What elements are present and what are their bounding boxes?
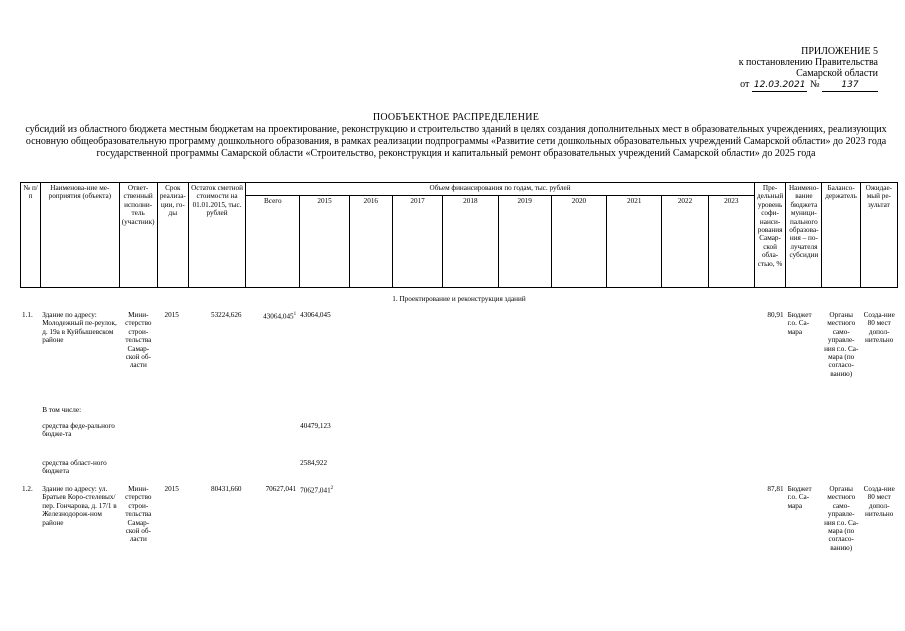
row-budget: Бюджет г.о. Са-мара — [787, 311, 812, 336]
row-2015: 43064,045 — [300, 311, 331, 319]
row-budget: Бюджет г.о. Са-мара — [787, 485, 812, 510]
row-total-value: 43064,045 — [263, 312, 294, 321]
table-row — [20, 458, 898, 484]
including-label: В том числе: — [42, 406, 82, 414]
col-holder: Балансо-держатель — [822, 183, 860, 288]
col-year-2018: 2018 — [443, 196, 498, 288]
col-funding-group: Объем финансирования по годам, тыс. рублей — [246, 183, 755, 196]
row-2015: 40479,123 — [300, 422, 331, 430]
appendix-line-2: к постановлению Правительства — [738, 57, 878, 68]
col-term: Срок реализа-ции, го-ды — [157, 183, 188, 288]
col-year-2023: 2023 — [708, 196, 754, 288]
row-total — [244, 310, 299, 405]
row-name: средства област-ного бюджета — [42, 459, 107, 476]
row-limit: 80,91 — [767, 311, 784, 319]
appendix-line-3: Самарской области — [796, 68, 878, 79]
row-responsible: Мини-стерство строи-тельства Самар-ской об-ласти — [125, 485, 152, 544]
col-total: Всего — [246, 196, 300, 288]
row-num: 1.1. — [22, 311, 33, 319]
number-label: № — [809, 79, 820, 90]
row-2015-value: 70627,041 — [300, 486, 331, 495]
col-num: № п/п — [21, 183, 41, 288]
row-remaining: 80431,660 — [210, 485, 242, 493]
footnote-mark: 2 — [330, 486, 334, 491]
row-remaining: 53224,626 — [210, 311, 242, 319]
col-result: Ожидае-мый ре-зультат — [860, 183, 897, 288]
row-num: 1.2. — [22, 485, 33, 493]
row-responsible: Мини-стерство строи-тельства Самар-ской об-ласти — [125, 311, 152, 370]
handwritten-number: 137 — [822, 80, 878, 92]
row-name: средства феде-рального бюдже-та — [42, 422, 115, 439]
row-2015 — [298, 484, 348, 579]
data-table — [20, 310, 898, 579]
row-result: Созда-ние 80 мест допол-нительно — [863, 311, 895, 345]
table-row — [20, 310, 898, 405]
document-title — [20, 112, 892, 160]
row-name: Здание по адресу: Молодежный пе-реулок, д. 19а в Куйбышевском районе — [42, 311, 117, 345]
row-holder: Органы местного само-управле-ния г.о. Са-мара (по согласо-ванию) — [824, 485, 859, 552]
row-term: 2015 — [164, 485, 179, 493]
row-name: Здание по адресу: ул. Братьев Коро-стелевых/пер. Гончарова, д. 17/1 в Железнодорож-ном районе — [42, 485, 117, 527]
title-text: субсидий из областного бюджета местным бюджетам на проектирование, реконструкцию и строительство зданий в целях создания дополнительных мест в образовательных учреждениях, реализующих основную общеобразовательную программу дошкольного образования, в рамках реализации подпрограммы «Развитие сети дошкольных образовательных учреждений Самарской области» до 2023 года государственной программы Самарской области «Строительство, реконструкция и капитальный ремонт образовательных учреждений Самарской области» до 2025 года — [25, 124, 887, 159]
col-responsible: Ответ-ственный исполни-тель (участник) — [119, 183, 157, 288]
table-row — [20, 484, 898, 579]
col-limit: Пре-дельный уровень софи-нанси-рования Самар-ской обла-стью, % — [754, 183, 785, 288]
footnote-mark: 1 — [293, 312, 297, 317]
header-table — [20, 182, 898, 288]
appendix-date-line — [700, 79, 878, 92]
col-year-2015: 2015 — [300, 196, 349, 288]
row-holder: Органы местного само-управле-ния г.о. Са-мара (по согласо-ванию) — [824, 311, 859, 378]
title-heading: ПООБЪЕКТНОЕ РАСПРЕДЕЛЕНИЕ — [372, 112, 540, 123]
table-row — [20, 405, 898, 421]
col-year-2017: 2017 — [392, 196, 442, 288]
col-year-2019: 2019 — [498, 196, 551, 288]
row-2015: 2584,922 — [300, 459, 328, 467]
section-title: 1. Проектирование и реконструкция зданий — [392, 295, 526, 303]
col-year-2022: 2022 — [662, 196, 708, 288]
appendix-block — [700, 46, 878, 92]
col-name: Наименова-ние ме-роприятия (объекта) — [41, 183, 119, 288]
date-prefix: от — [740, 79, 750, 90]
table-row — [20, 421, 898, 458]
handwritten-date: 12.03.2021 — [753, 80, 806, 90]
appendix-title: ПРИЛОЖЕНИЕ 5 — [801, 46, 878, 57]
col-year-2016: 2016 — [349, 196, 392, 288]
row-limit: 87,81 — [767, 485, 784, 493]
row-term: 2015 — [164, 311, 179, 319]
row-total: 70627,041 — [265, 485, 297, 493]
col-year-2020: 2020 — [551, 196, 606, 288]
row-result: Созда-ние 80 мест допол-нительно — [863, 485, 895, 519]
col-year-2021: 2021 — [607, 196, 662, 288]
col-budget: Наимено-вание бюджета муници-пального образова-ния – по-лучателя субсидии — [786, 183, 822, 288]
col-remaining-cost: Остаток сметной стоимости на 01.01.2015, тыс. рублей — [188, 183, 245, 288]
